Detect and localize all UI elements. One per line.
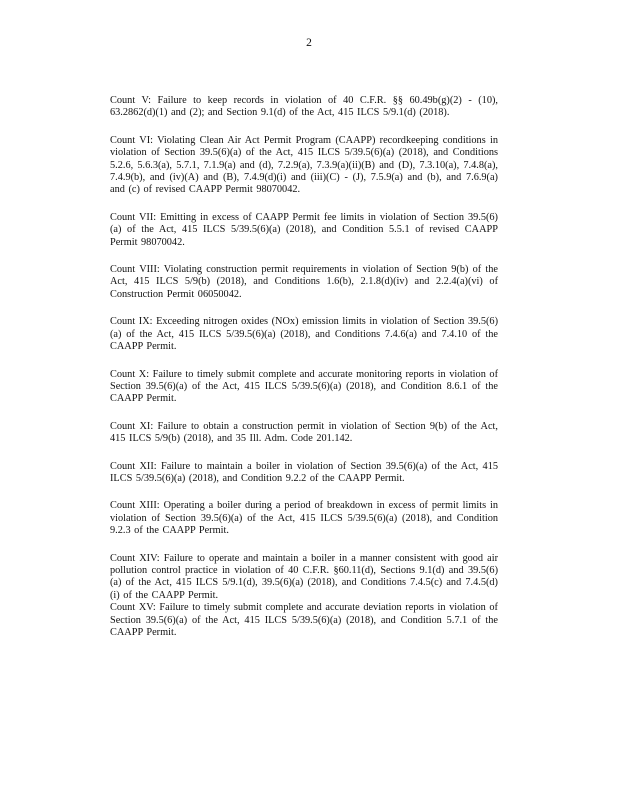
- count-xv: Count XV: Failure to timely submit complete and accurate deviation reports in violation of Section 39.5(6)(a) of the Act, 415 ILCS 5/39.5(6)(a) (2018), and Condition 5.7.1 of the CAAPP Permit.: [110, 602, 498, 638]
- count-vii: Count VII: Emitting in excess of CAAPP Permit fee limits in violation of Section 39.5(6)(a) of the Act, 415 ILCS 5/39.5(6)(a) (2018), and Condition 5.5.1 of revised CAAPP Permit 98070042.: [110, 211, 498, 248]
- count-xiv: Count XIV: Failure to operate and maintain a boiler in a manner consistent with good air pollution control practice in violation of 40 C.F.R. §60.11(d), Sections 9.1(d) and 39.5(6)(a) of the Act, 415 ILCS 5/9.1(d), 39.5(6)(a) (2018), and Conditions 7.4.5(c) and 7.4.5(d)(i) of the CAAPP Permit.: [110, 552, 498, 601]
- count-xii: Count XII: Failure to maintain a boiler in violation of Section 39.5(6)(a) of the Act, 415 ILCS 5/39.5(6)(a) (2018), and Condition 9.2.2 of the CAAPP Permit.: [110, 460, 498, 484]
- page-number: 2: [306, 37, 312, 49]
- count-x: Count X: Failure to timely submit complete and accurate monitoring reports in violation of Section 39.5(6)(a) of the Act, 415 ILCS 5/39.5(6)(a) (2018), and Condition 8.6.1 of the CAAPP Permit.: [110, 368, 498, 405]
- count-xiii: Count XIII: Operating a boiler during a period of breakdown in excess of permit limits in violation of Section 39.5(6)(a) of the Act, 415 ILCS 5/39.5(6)(a) (2018), and Condition 9.2.3 of the CAAPP Permit.: [110, 500, 498, 537]
- count-v: Count V: Failure to keep records in violation of 40 C.F.R. §§ 60.49b(g)(2) - (10), 63.2862(d)(1) and (2); and Section 9.1(d) of the Act, 415 ILCS 5/9.1(d) (2018).: [110, 95, 498, 119]
- count-ix: Count IX: Exceeding nitrogen oxides (NOx) emission limits in violation of Section 39.5(6)(a) of the Act, 415 ILCS 5/39.5(6)(a) (2018), and Conditions 7.4.6(a) and 7.4.10 of the CAAPP Permit.: [110, 316, 498, 353]
- counts-list: [110, 95, 498, 654]
- count-vi: Count VI: Violating Clean Air Act Permit Program (CAAPP) recordkeeping conditions in violation of Section 39.5(6)(a) of the Act, 415 ILCS 5/39.5(6)(a) (2018), and Conditions 5.2.6, 5.6.3(a), 5.7.1, 7.1.9(a) and (d), 7.2.9(a), 7.3.9(a)(ii)(B) and (D), 7.3.10(a), 7.4.8(a), 7.4.9(b), and (iv)(A) and (B), 7.4.9(d)(i) and (iii)(C) - (J), 7.5.9(a) and (b), and 7.6.9(a) and (c) of revised CAAPP Permit 98070042.: [110, 134, 498, 196]
- count-viii: Count VIII: Violating construction permit requirements in violation of Section 9(b) of the Act, 415 ILCS 5/9(b) (2018), and Conditions 1.6(b), 2.1.8(d)(iv) and 2.2.4(a)(vi) of Construction Permit 06050042.: [110, 264, 498, 300]
- count-xi: Count XI: Failure to obtain a construction permit in violation of Section 9(b) of the Act, 415 ILCS 5/9(b) (2018), and 35 Ill. Adm. Code 201.142.: [110, 420, 498, 445]
